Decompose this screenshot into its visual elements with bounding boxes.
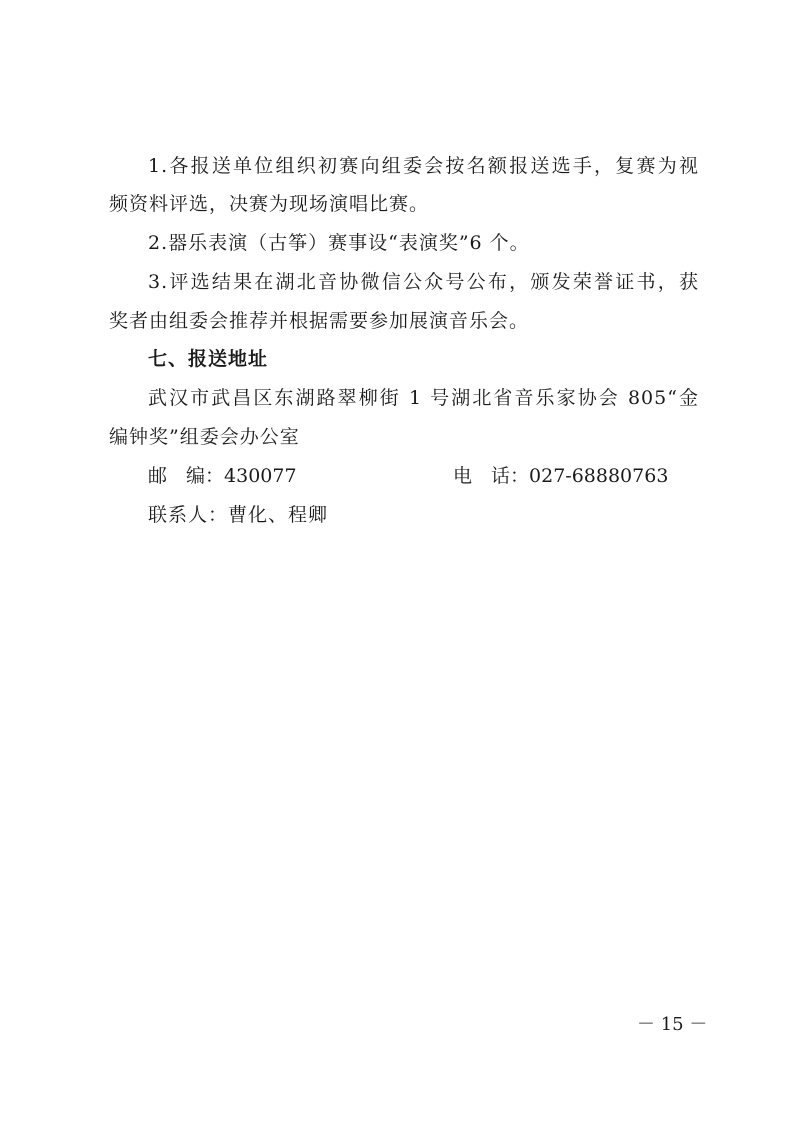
phone-label: 电 话： xyxy=(453,465,530,487)
address-line-1: 武汉市武昌区东湖路翠柳街 1 号湖北省音乐家协会 805“金 xyxy=(148,387,699,409)
postcode xyxy=(148,464,297,488)
paragraph-3-line-2: 奖者由组委会推荐并根据需要参加展演音乐会。 xyxy=(109,310,530,332)
phone xyxy=(453,464,668,488)
postcode-label: 邮 编： xyxy=(148,465,225,487)
paragraph-1-line-2: 频资料评选，决赛为现场演唱比赛。 xyxy=(109,193,430,215)
contact-person: 联系人：曹化、程卿 xyxy=(148,504,329,526)
phone-value: 027-68880763 xyxy=(529,465,669,487)
section-heading: 七、报送地址 xyxy=(148,348,269,370)
postcode-value: 430077 xyxy=(224,465,297,487)
page-number: － 15 － xyxy=(637,1014,708,1035)
paragraph-3-line-1: 3.评选结果在湖北音协微信公众号公布，颁发荣誉证书，获 xyxy=(148,271,699,293)
address-line-2: 编钟奖”组委会办公室 xyxy=(109,426,300,448)
paragraph-1-line-1: 1.各报送单位组织初赛向组委会按名额报送选手，复赛为视 xyxy=(148,155,699,177)
paragraph-2-line-1: 2.器乐表演（古筝）赛事设“表演奖”6 个。 xyxy=(148,232,530,254)
